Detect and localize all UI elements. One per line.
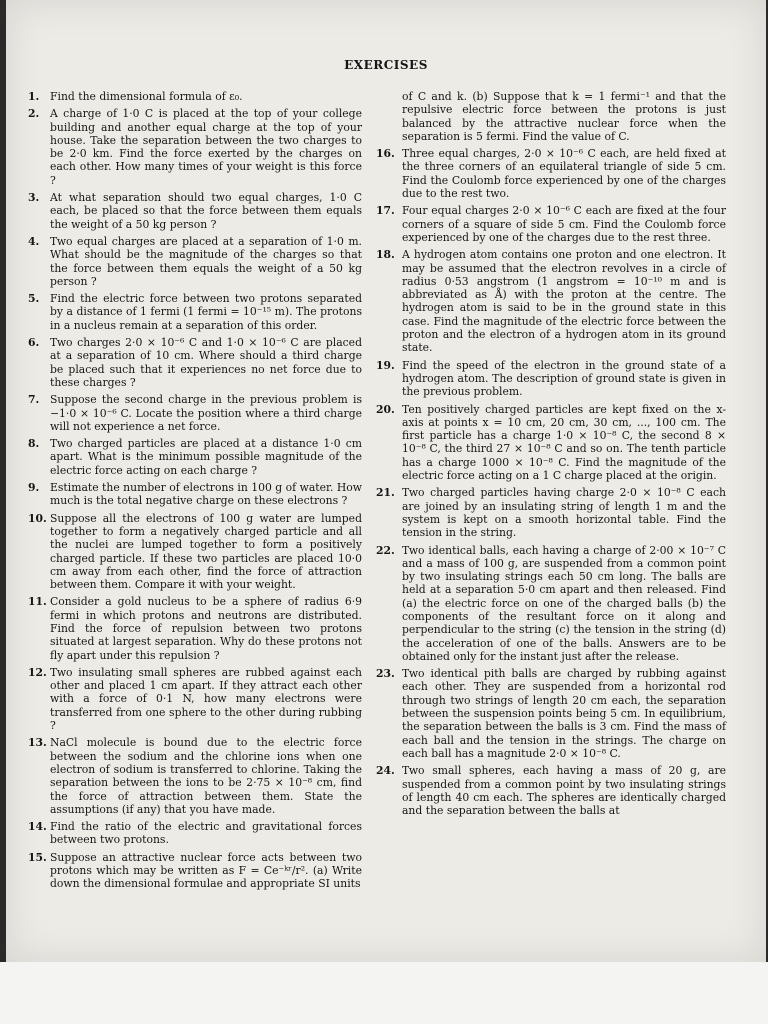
exercise-item (376, 544, 726, 664)
exercise-item (376, 403, 726, 483)
exercise-number: 23. (376, 667, 395, 681)
exercise-number: 17. (376, 204, 395, 218)
exercise-item (376, 359, 726, 399)
exercise-number: 4. (28, 234, 40, 248)
exercise-text: Two charges 2·0 × 10⁻⁶ C and 1·0 × 10⁻⁶ C are placed at a separation of 10 cm. Where should a third charge be placed such that it experiences no net force due to these charges ? (50, 336, 362, 389)
exercise-item (376, 486, 726, 539)
exercise-number: 20. (376, 402, 395, 416)
exercise-item (28, 191, 362, 231)
exercise-text: Consider a gold nucleus to be a sphere of radius 6·9 fermi in which protons and neutrons are distributed. Find the force of repulsion between two protons situated at largest separation. Why do these protons not fly apart under this repulsion ? (50, 595, 362, 662)
exercise-text: Suppose all the electrons of 100 g water are lumped together to form a negatively charged particle and all the nuclei are lumped together to form a positively charged particle. If these two particles are placed 10·0 cm away from each other, find the force of attraction between them. Compare it with your weight. (50, 511, 362, 592)
exercise-number: 7. (28, 393, 40, 407)
exercise-text: Find the ratio of the electric and gravitational forces between two protons. (50, 820, 362, 847)
exercise-text: Ten positively charged particles are kept fixed on the x-axis at points x = 10 cm, 20 cm, 30 cm, ..., 100 cm. The first particle has a charge 1·0 × 10⁻⁸ C, the second 8 × 10⁻⁸ C, the third 27 × 10⁻⁸ C and so on. The tenth particle has a charge 1000 × 10⁻⁸ C. Find the magnitude of the electric force acting on a 1 C charge placed at the origin. (402, 402, 726, 483)
exercise-item (28, 90, 362, 103)
exercise-text: Find the dimensional formula of ε₀. (50, 90, 243, 103)
exercise-number: 19. (376, 358, 395, 372)
exercise-item (28, 512, 362, 592)
exercise-number: 22. (376, 543, 395, 557)
exercise-text: Estimate the number of electrons in 100 g of water. How much is the total negative charge on these electrons ? (50, 481, 362, 508)
exercise-number: 15. (28, 850, 47, 864)
left-column (28, 90, 362, 895)
exercise-number: 11. (28, 595, 47, 609)
right-column (376, 90, 726, 821)
exercise-text: Find the electric force between two protons separated by a distance of 1 fermi (1 fermi = 10⁻¹⁵ m). The protons in a nucleus remain at a separation of this order. (50, 292, 362, 332)
exercise-item (376, 667, 726, 760)
exercise-item (376, 204, 726, 244)
exercise-item (28, 481, 362, 508)
exercise-number: 5. (28, 292, 40, 306)
exercise-number: 3. (28, 191, 40, 205)
exercise-item (28, 393, 362, 433)
exercise-text: Two equal charges are placed at a separation of 1·0 m. What should be the magnitude of the charges so that the force between them equals the weight of a 50 kg person ? (50, 234, 362, 288)
exercise-text: Suppose the second charge in the previous problem is −1·0 × 10⁻⁶ C. Locate the position where a third charge will not experience a net force. (50, 393, 362, 433)
exercise-number: 18. (376, 248, 395, 262)
exercise-item (28, 107, 362, 187)
exercise-item (28, 666, 362, 732)
exercise-item (28, 595, 362, 661)
exercise-text: Two identical pith balls are charged by rubbing against each other. They are suspended from a horizontal rod through two strings of length 20 cm each, the separation between the suspension points being 5 cm. In equilibrium, the separation between the balls is 3 cm. Find the mass of each ball and the tension in the strings. The charge on each ball has a magnitude 2·0 × 10⁻⁸ C. (402, 667, 726, 760)
exercise-text: NaCl molecule is bound due to the electric force between the sodium and the chlorine ions when one electron of sodium is transferred to chlorine. Taking the separation between the ions to be 2·75 × 10⁻⁸ cm, find the force of attraction between them. State the assumptions (if any) that you have made. (50, 736, 362, 816)
exercise-item (376, 764, 726, 817)
exercise-item (28, 437, 362, 477)
exercise-item (28, 820, 362, 847)
exercise-text: A charge of 1·0 C is placed at the top of your college building and another equal charge at the top of your house. Take the separation between the two charges to be 2·0 km. Find the force exerted by the charges on each other. How many times of your weight is this force ? (50, 107, 362, 187)
exercise-text: Suppose an attractive nuclear force acts between two protons which may be written as F = Ce⁻ᵏʳ/r². (a) Write down the dimensional formulae and appropriate SI units (50, 850, 362, 891)
exercise-number: 8. (28, 437, 40, 451)
exercise-item (28, 292, 362, 332)
exercise-text: Four equal charges 2·0 × 10⁻⁶ C each are fixed at the four corners of a square of side 5 cm. Find the Coulomb force experienced by one of the charges due to the rest three. (402, 204, 726, 244)
exercise-item (376, 147, 726, 200)
exercise-number: 12. (28, 665, 47, 679)
exercise-number: 10. (28, 511, 47, 525)
exercise-text: Three equal charges, 2·0 × 10⁻⁶ C each, are held fixed at the three corners of an equilateral triangle of side 5 cm. Find the Coulomb force experienced by one of the charges due to the rest two. (402, 147, 726, 201)
exercise-item (376, 248, 726, 354)
exercise-text: Find the speed of the electron in the ground state of a hydrogen atom. The description of ground state is given in the previous problem. (402, 358, 726, 399)
exercise-text: Two insulating small spheres are rubbed against each other and placed 1 cm apart. If they attract each other with a force of 0·1 N, how many electrons were transferred from one sphere to the other during rubbing ? (50, 665, 362, 733)
exercise-number: 2. (28, 107, 40, 121)
exercise-number: 14. (28, 820, 47, 834)
exercise-text: Two identical balls, each having a charge of 2·00 × 10⁻⁷ C and a mass of 100 g, are suspended from a common point by two insulating strings each 50 cm long. The balls are held at a separation 5·0 cm apart and then released. Find (a) the electric force on one of the charged balls (b) the components of the resultant force on it along and perpendicular to the string (c) the tension in the string (d) the acceleration of one of the balls. Answers are to be obtained only for the instant just after the release. (402, 543, 726, 663)
exercise-item (28, 736, 362, 816)
exercise-item (28, 235, 362, 288)
exercise-item (28, 851, 362, 891)
exercise-number: 24. (376, 764, 395, 778)
exercise-number: 16. (376, 147, 395, 161)
exercise-text: of C and k. (b) Suppose that k = 1 fermi⁻¹ and that the repulsive electric force between the protons is just balanced by the attractive nuclear force when the separation is 5 fermi. Find the value of C. (402, 90, 726, 143)
page-title: EXERCISES (344, 58, 428, 72)
exercise-number: 9. (28, 481, 40, 495)
exercise-number: 13. (28, 736, 47, 750)
exercise-item (376, 90, 726, 143)
exercise-number: 1. (28, 90, 40, 103)
exercise-number: 21. (376, 486, 395, 500)
exercise-text: At what separation should two equal charges, 1·0 C each, be placed so that the force between them equals the weight of a 50 kg person ? (50, 191, 362, 231)
exercise-text: Two small spheres, each having a mass of 20 g, are suspended from a common point by two insulating strings of length 40 cm each. The spheres are identically charged and the separation between the balls at (402, 764, 726, 818)
exercise-text: Two charged particles are placed at a distance 1·0 cm apart. What is the minimum possible magnitude of the electric force acting on each charge ? (50, 437, 362, 477)
textbook-page (6, 0, 766, 962)
exercise-text: Two charged particles having charge 2·0 × 10⁻⁸ C each are joined by an insulating string of length 1 m and the system is kept on a smooth horizontal table. Find the tension in the string. (402, 486, 726, 540)
exercise-item (28, 336, 362, 389)
exercise-text: A hydrogen atom contains one proton and one electron. It may be assumed that the electron revolves in a circle of radius 0·53 angstrom (1 angstrom = 10⁻¹⁰ m and is abbreviated as Å) with the proton at the centre. The hydrogen atom is said to be in the ground state in this case. Find the magnitude of the electric force between the proton and the electron of a hydrogen atom in its ground state. (402, 248, 726, 355)
scan-margin (0, 962, 768, 1024)
exercise-number: 6. (28, 336, 40, 350)
